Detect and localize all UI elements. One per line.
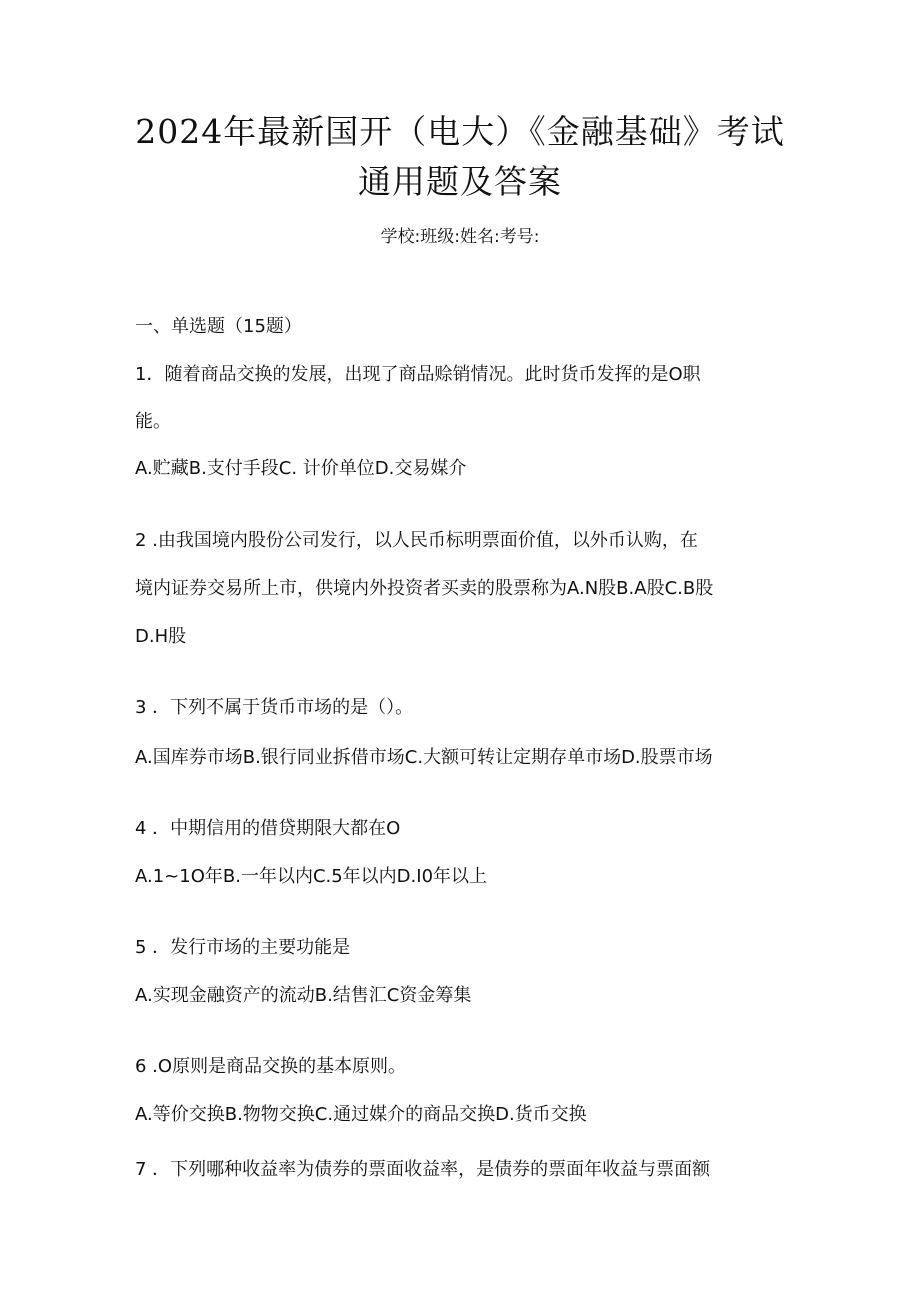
question-1-options: A.贮藏B.支付手段C. 计价单位D.交易媒介 [135, 458, 467, 479]
section-heading: 一、单选题（15题） [135, 316, 302, 337]
question-1-line-1: 1．随着商品交换的发展，出现了商品赊销情况。此时货币发挥的是O职 [135, 364, 701, 385]
question-3-options: A.国库券市场B.银行同业拆借市场C.大额可转让定期存单市场D.股票市场 [135, 747, 713, 768]
question-5-line-1: 5 ．发行市场的主要功能是 [135, 937, 351, 958]
question-2-line-2: 境内证券交易所上市，供境内外投资者买卖的股票称为A.N股B.A股C.B股 [135, 578, 714, 599]
question-6-options: A.等价交换B.物物交换C.通过媒介的商品交换D.货币交换 [135, 1104, 587, 1125]
question-4-options: A.1~1O年B.一年以内C.5年以内D.I0年以上 [135, 866, 488, 887]
question-2-line-3: D.H股 [135, 626, 187, 647]
question-1-line-2: 能。 [135, 411, 171, 432]
question-2-line-1: 2 .由我国境内股份公司发行，以人民币标明票面价值，以外币认购，在 [135, 530, 698, 551]
document-title-line-1: 2024年最新国开（电大）《金融基础》考试 [135, 112, 785, 151]
document-title-line-2: 通用题及答案 [358, 162, 562, 201]
question-5-options: A.实现金融资产的流动B.结售汇C资金筹集 [135, 985, 472, 1006]
question-3-line-1: 3 ．下列不属于货币市场的是（）。 [135, 697, 414, 718]
question-7-line-1: 7 ．下列哪种收益率为债券的票面收益率，是债券的票面年收益与票面额 [135, 1159, 711, 1180]
question-6-line-1: 6 .O原则是商品交换的基本原则。 [135, 1056, 407, 1077]
question-4-line-1: 4 ．中期信用的借贷期限大都在O [135, 818, 401, 839]
student-info-line: 学校:班级:姓名:考号: [380, 227, 540, 247]
